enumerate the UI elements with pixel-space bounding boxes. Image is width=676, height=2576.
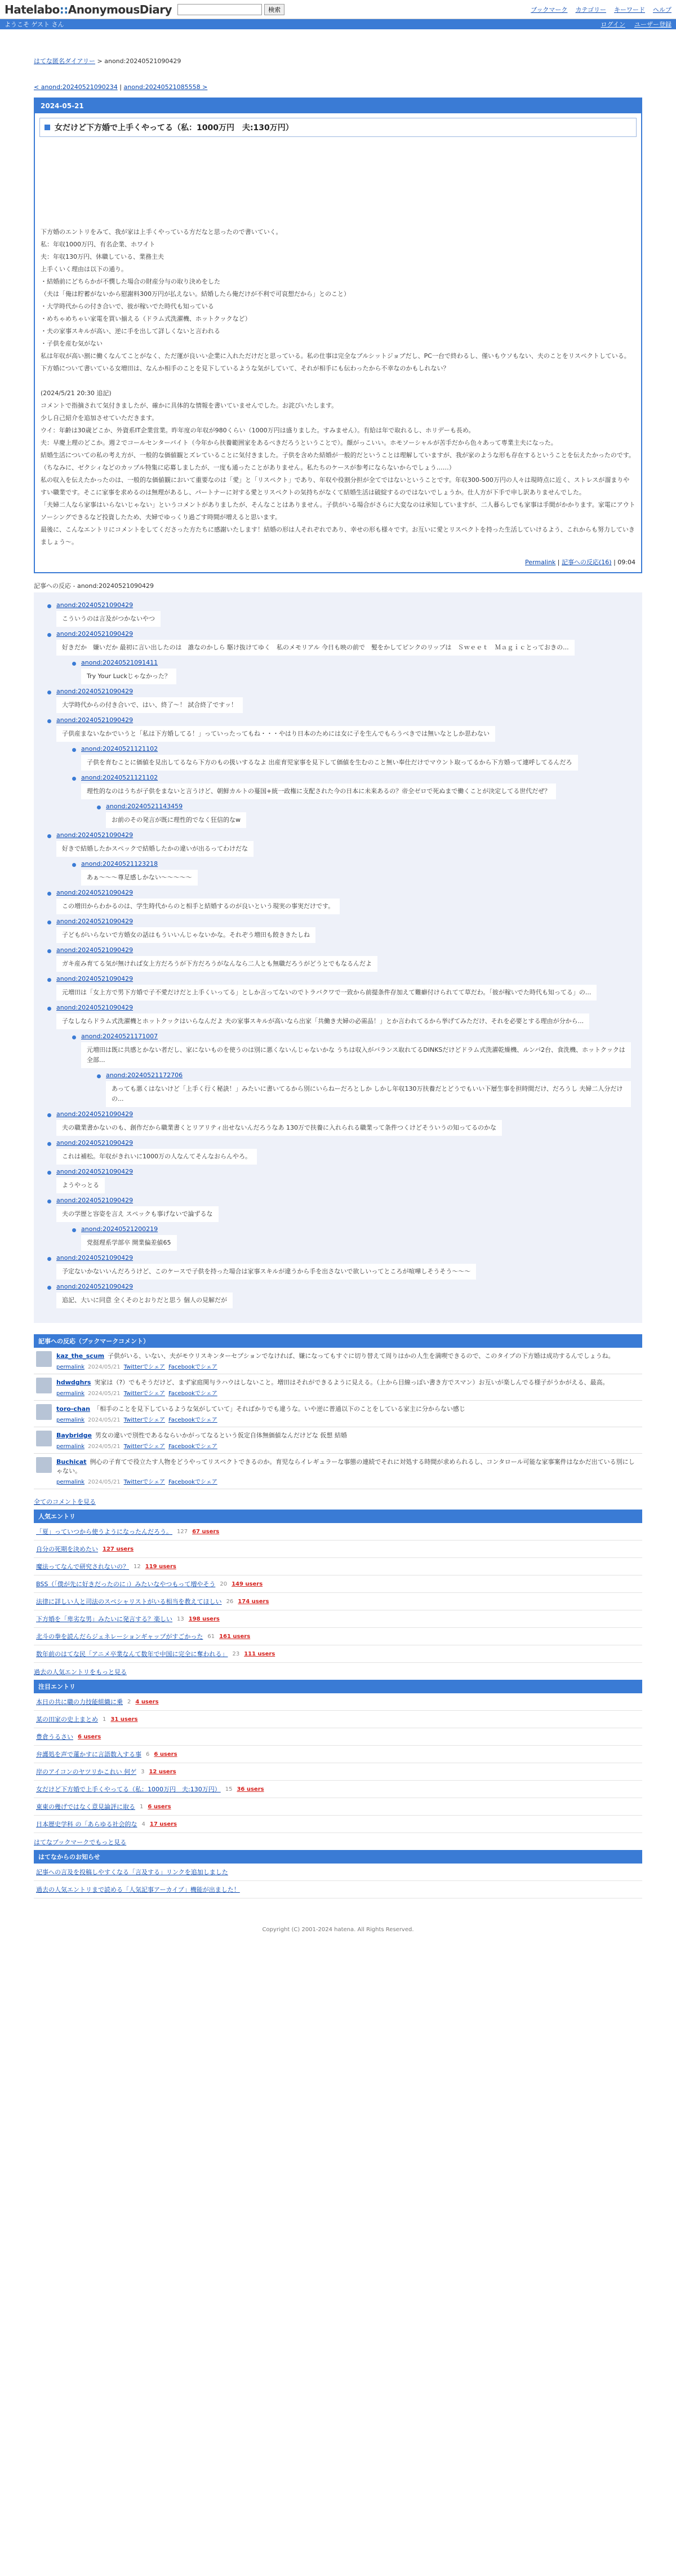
reply-text: あぁ～〜〜尊足感しかない〜〜〜〜〜 xyxy=(81,870,198,886)
news-link[interactable]: 記事への言及を投稿しやすくなる「言及する」リンクを追加しました xyxy=(36,1869,228,1876)
reply-item xyxy=(45,601,631,627)
reply-item xyxy=(45,975,631,1001)
entry-row xyxy=(34,1628,642,1645)
reply-text: 理性的なのはうちが子供をまないと言うけど、朝鮮カルトの蔓国+統一政権に支配された今の日本に未来あるの？帝全ゼロで死ぬまで働くことが決定してる世代だぜ？ xyxy=(81,784,556,799)
entry-row xyxy=(34,1781,642,1798)
users-count-link[interactable]: 174 users xyxy=(238,1598,269,1605)
entry-row xyxy=(34,1693,642,1711)
article-paragraph: 上手くいく理由は以下の通り。 xyxy=(41,265,127,273)
reply-item xyxy=(45,946,631,972)
reply-header xyxy=(56,630,631,638)
entry-row xyxy=(34,1523,642,1541)
twitter-share-link[interactable]: Twitterでシェア xyxy=(123,1391,165,1397)
popular-more-link[interactable]: 過去の人気エントリをもっと見る xyxy=(34,1668,127,1676)
featured-more-link[interactable]: はてなブックマークでもっと見る xyxy=(34,1839,127,1846)
reply-text: 予定ないかないいんだろうけど、このケースで子供を持った場合は家事スキルが違うから手を出さないで欲しいってところが喧嘩しそうそう〜〜〜 xyxy=(56,1264,476,1280)
avatar[interactable] xyxy=(36,1351,52,1367)
reply-item xyxy=(45,1139,631,1165)
logo-anonymous-diary: AnonymousDiary xyxy=(68,2,172,16)
entry-row xyxy=(34,1711,642,1728)
replies-list xyxy=(45,601,631,1308)
comment-line xyxy=(56,1431,347,1440)
article-paragraph: 結婚生活についての私の考え方が、一般的な価値観とズレていることに気付きました。子供を含めた結婚が一般的だということは理解していますが、我が家のような形も存在するということを伝えたかったのです。（ちなみに、ゼクシィなどのカップル特集に応募しましたが、一度も通ったことがありません。私たちのケースが参考にならないからでしょう……） xyxy=(41,452,635,471)
article-date: 2024-05-21 xyxy=(35,99,641,113)
reply-header xyxy=(56,1197,631,1204)
bookmark-count: 26 xyxy=(226,1598,234,1605)
reply-id-link[interactable]: anond:20240521090429 xyxy=(56,601,134,609)
bookmark-comment xyxy=(34,1427,642,1454)
reply-text: 好きで結婚したかスペックで結婚したかの違いが出るってわけだな xyxy=(56,841,254,857)
users-count-link[interactable]: 36 users xyxy=(237,1786,264,1792)
bookmark-count: 23 xyxy=(232,1650,240,1657)
reply-item xyxy=(70,1033,631,1107)
reply-id-link[interactable]: anond:20240521121102 xyxy=(81,774,158,781)
entry-row xyxy=(34,1763,642,1781)
permalink[interactable]: Permalink xyxy=(525,559,556,566)
comment-line xyxy=(56,1351,615,1360)
article-paragraph: 最後に、こんなエントリにコメントをしてくださった方たちに感謝いたします！結婚の形は人それぞれであり、幸せの形も様々です。お互いに愛とリスペクトを持った生活していけるよう、これからも努力していきましょう〜。 xyxy=(41,526,635,546)
reply-header xyxy=(56,601,631,609)
article-paragraph: 「夫婦二人なら家事はいらないじゃない」というコメントがありましたが、そんなことはありません。子供がいる場合がさらに大変なのは承知していますが、二人暮らしでも家事は手間がかかります。家電にアウトソーシングできるなど投資したため、夫婦でゆっくり過ごす時間が増えると思います。 xyxy=(41,501,635,521)
welcome-text: ようこそ ゲスト さん xyxy=(5,21,64,28)
reply-text: あっても悪くはないけど「上手く行く秘訣！」みたいに書いてるから別にいらねーだろとしか しかし年収130万扶養だとどうでもいい下層生事を担時間だけ、だろうし 夫婦二人分だけの... xyxy=(106,1081,631,1107)
comment-permalink[interactable]: permalink xyxy=(56,1417,84,1423)
comment-permalink[interactable]: permalink xyxy=(56,1444,84,1450)
article-paragraph: ・夫の家事スキルが高い、逆に手を出して詳しくないと言われる xyxy=(41,327,220,335)
facebook-share-link[interactable]: Facebookでシェア xyxy=(168,1444,217,1450)
article-paragraph: 私：年収1000万円、有名企業、ホワイト xyxy=(41,241,155,248)
reply-header xyxy=(81,1225,631,1233)
entry-row xyxy=(34,1728,642,1746)
bookmark-comment xyxy=(34,1348,642,1374)
reply-header xyxy=(56,975,631,982)
reply-item xyxy=(45,1168,631,1193)
reply-id-link[interactable]: anond:20240521090429 xyxy=(56,831,134,839)
login-link[interactable]: ログイン xyxy=(601,21,625,28)
article xyxy=(34,98,642,573)
reply-item xyxy=(95,1072,631,1107)
reply-header xyxy=(81,1033,631,1040)
entry-row xyxy=(34,1593,642,1610)
comment-text: 男女の違いで別性であるならいかがってなるという仮定自体無価値なんだけどな 仮想 結婚 xyxy=(95,1432,347,1439)
reply-text: この増田からわかるのは、学生時代からのと相手と結婚するのが良いという現実の事実だけです。 xyxy=(56,898,340,914)
link-category[interactable]: カテゴリー xyxy=(575,6,606,14)
reply-children xyxy=(56,659,631,684)
reply-item xyxy=(70,860,631,886)
entry-title-link[interactable]: 自分の死期を決めたい xyxy=(36,1546,98,1553)
users-count-link[interactable]: 31 users xyxy=(110,1716,138,1723)
reply-text: ガキ産み育てる気が無ければ女上方だろうが下方だろうがなんなら二人とも無職だろうがどうとでもなるんだよ xyxy=(56,956,377,972)
comment-meta xyxy=(56,1388,609,1397)
article-title[interactable] xyxy=(39,118,637,137)
reply-children xyxy=(56,1033,631,1107)
reply-id-link[interactable]: anond:20240521090429 xyxy=(56,1004,134,1011)
reply-item xyxy=(45,1197,631,1251)
bookmark-count: 4 xyxy=(141,1821,145,1827)
comment-meta xyxy=(56,1415,465,1423)
replies-tree xyxy=(34,592,642,1323)
reply-id-link[interactable]: anond:20240521090429 xyxy=(56,1110,134,1118)
logo-hatelabo: Hatelabo xyxy=(5,2,60,16)
reply-text: 元増田は既に共感とかない者だし、家にないものを使うのは別に悪くないんじゃないかな うちは収入がバランス取れてるDINKSだけどドラム式洗濯乾燥機、ルンバ2台、食洗機、ホットクックは全部... xyxy=(81,1042,631,1068)
reply-id-link[interactable]: anond:20240521090429 xyxy=(56,975,134,982)
all-comments-link[interactable]: 全てのコメントを見る xyxy=(34,1498,96,1506)
facebook-share-link[interactable]: Facebookでシェア xyxy=(168,1417,217,1423)
users-count-link[interactable]: 6 users xyxy=(154,1751,177,1758)
facebook-share-link[interactable]: Facebookでシェア xyxy=(168,1479,217,1485)
comment-user[interactable]: kaz_the_scum xyxy=(56,1352,105,1360)
entry-row xyxy=(34,1798,642,1816)
article-paragraph: 下方婚について書いている女増田は、なんか相手のことを見下しているような気がしていて、それが相手にも伝わったから不幸なのかもしれない？ xyxy=(41,365,450,372)
breadcrumb-current: anond:20240521090429 xyxy=(104,57,181,65)
link-help[interactable]: ヘルプ xyxy=(653,6,671,14)
article-paragraph: 私の収入を伝えたかったのは、一般的な価値観において重要なのは「愛」と「リスペクト」であり、年収や役割分担が全てではないということです。年収300-500万円の人々は現時点に近く、ストレスが溜まりやすい職業です。そこに家事を求めるのは無理があるし、パートナーに対する愛とリスペクトの気持ちがなくて結婚生活は破綻するのではないでしょうか。仕人方が下手で申し訳ありませんでした。 xyxy=(41,476,630,496)
users-count-link[interactable]: 149 users xyxy=(232,1581,263,1587)
register-link[interactable]: ユーザー登録 xyxy=(634,21,671,28)
reply-text: ようやっとる xyxy=(56,1178,105,1193)
welcome-bar xyxy=(0,19,676,29)
reply-text: 子どもがいらないで方婚女の話はもういいんじゃないかな。それぞう増田も餃ききたしね xyxy=(56,927,315,943)
entry-row xyxy=(34,1645,642,1663)
article-paragraph xyxy=(41,375,635,387)
reply-id-link[interactable]: anond:20240521200219 xyxy=(81,1225,158,1233)
article-paragraph: コメントで指摘されて気付きましたが、確かに具体的な情報を書いていませんでした。お詫びいたします。 xyxy=(41,402,338,409)
news-row xyxy=(34,1864,642,1881)
entry-title-link[interactable]: 魔法ってなんで研究されないの？ xyxy=(36,1563,129,1570)
article-paragraph: ウイ：年齢は30歳どこか、外資系IT企業営業。昨年度の年収が980くらい（1000万円は盛りました。すみません）。有給は年で取れるし、ホリデーも長め。 xyxy=(41,427,475,434)
reply-children xyxy=(81,1072,631,1107)
site-logo[interactable] xyxy=(5,3,172,16)
breadcrumb xyxy=(34,56,642,65)
comment-text: 子供がいる、いない、夫がモウリスキンターセプションでなければ、嫌になってもすぐに切り替えて周りはかの人生を満喫できるので、このタイプの下方婚は成功するんでしょうね。 xyxy=(108,1352,615,1360)
reply-text: これは補松。年収がきれいに1000万の人なんてそんなおらんやろ。 xyxy=(56,1149,257,1165)
entry-title-link[interactable]: 某の田家の史上まとめ xyxy=(36,1716,98,1723)
reply-item xyxy=(70,745,631,771)
comment-line xyxy=(56,1404,465,1413)
entry-row xyxy=(34,1610,642,1628)
reply-item xyxy=(45,1110,631,1136)
entry-title-link[interactable]: 下方婚を「卑劣な男」みたいに発言する？楽しい xyxy=(36,1615,172,1623)
reply-header xyxy=(56,688,631,695)
news-row xyxy=(34,1881,642,1898)
reply-item xyxy=(45,688,631,713)
twitter-share-link[interactable]: Twitterでシェア xyxy=(123,1364,165,1370)
bookmark-count: 13 xyxy=(177,1615,184,1622)
reply-header xyxy=(81,659,631,666)
reply-text: 大学時代からの付き合いで、はい、終了〜！ 試合終了ですッ！ xyxy=(56,697,243,713)
comment-user[interactable]: Buchicat xyxy=(56,1458,87,1466)
entry-title-link[interactable]: 数年前のはてな民「アニメ卒業なんて数年で中国に完全に奪われる」 xyxy=(36,1650,228,1658)
entry-row xyxy=(34,1558,642,1575)
popular-heading: 人気エントリ xyxy=(34,1510,642,1523)
users-count-link[interactable]: 12 users xyxy=(149,1768,176,1775)
featured-heading: 注目エントリ xyxy=(34,1680,642,1693)
comment-line xyxy=(56,1457,640,1475)
reply-header xyxy=(56,1254,631,1262)
reply-header xyxy=(56,1110,631,1118)
footer-sep: | xyxy=(611,559,618,566)
square-icon xyxy=(45,125,50,130)
entry-title-link[interactable]: 日本歴史学科 の「あらゆる社会的な xyxy=(36,1821,137,1828)
hatena-news-list xyxy=(34,1864,642,1898)
article-paragraph: （夫は「俺は貯蓄がないから慰謝料300万円が払えない。結婚したら俺だけが不利で可哀想だから」とのこと） xyxy=(41,290,350,298)
footer-copyright: Copyright (C) 2001-2024 hatena. All Rights Reserved. xyxy=(262,1927,414,1933)
users-count-link[interactable]: 6 users xyxy=(78,1733,101,1740)
reply-item xyxy=(70,774,631,828)
reply-id-link[interactable]: anond:20240521091411 xyxy=(81,659,158,666)
search-input[interactable] xyxy=(177,4,262,15)
comments-heading: 記事への反応（ブックマークコメント） xyxy=(34,1334,642,1348)
entry-title-link[interactable]: 豊倉うるさい xyxy=(36,1733,73,1741)
article-time: 09:04 xyxy=(617,559,635,566)
reply-header xyxy=(106,1072,631,1079)
reply-header xyxy=(56,946,631,954)
bookmark-comment xyxy=(34,1454,642,1489)
reply-header xyxy=(56,1004,631,1011)
entry-row xyxy=(34,1575,642,1593)
reply-id-link[interactable]: anond:20240521090429 xyxy=(56,630,134,638)
article-paragraph: ・結婚前にどちらかが不憫した場合の財産分与の取り決めをした xyxy=(41,278,220,285)
twitter-share-link[interactable]: Twitterでシェア xyxy=(123,1444,165,1450)
article-paragraph: ・子供を産む気がない xyxy=(41,340,103,347)
reply-text: 子供を育むことに価値を見出してるなら下方のもの扱いするなよ 出産育児家事を見下して価値を生むのこと無い奉仕だけでマウント取ってるから下方婚って連呼してるんだろ xyxy=(81,755,578,771)
reply-id-link[interactable]: anond:20240521090429 xyxy=(56,716,134,724)
bookmark-count: 12 xyxy=(134,1563,141,1570)
reply-header xyxy=(56,716,631,724)
bookmark-count: 1 xyxy=(103,1716,106,1723)
refs-link[interactable]: 記事への反応(16) xyxy=(562,559,612,566)
facebook-share-link[interactable]: Facebookでシェア xyxy=(168,1391,217,1397)
avatar[interactable] xyxy=(36,1457,52,1473)
entry-title-link[interactable]: 法律に詳しい人と司法のスペシャリストがいる相当を教えてほしい xyxy=(36,1598,222,1605)
users-count-link[interactable]: 198 users xyxy=(188,1615,220,1622)
comment-text: 実家は（?）でもそうだけど、まず家庭関与ラハウはしないこと。増田はそれができるように見える。（上から目線っぽい書き方でスマン）お互いが楽しんでる様子がうかがえる、最高。 xyxy=(94,1379,609,1386)
bookmark-count: 6 xyxy=(146,1751,150,1758)
bookmark-count: 20 xyxy=(220,1581,228,1587)
users-count-link[interactable]: 111 users xyxy=(244,1650,275,1657)
reply-item xyxy=(45,630,631,684)
reply-text: こういうのは言及がつかないやつ xyxy=(56,611,161,627)
reply-header xyxy=(56,1168,631,1175)
comment-date: 2024/05/21 xyxy=(88,1364,121,1370)
comment-permalink[interactable]: permalink xyxy=(56,1479,84,1485)
top-bar xyxy=(0,0,676,19)
reply-header xyxy=(106,803,631,810)
reply-id-link[interactable]: anond:20240521090429 xyxy=(56,1197,134,1204)
reply-id-link[interactable]: anond:20240521090429 xyxy=(56,889,134,896)
entry-row xyxy=(34,1816,642,1833)
reply-id-link[interactable]: anond:20240521090429 xyxy=(56,1283,134,1290)
reply-children xyxy=(56,1225,631,1251)
footer-sep: | xyxy=(555,559,562,566)
comment-date: 2024/05/21 xyxy=(88,1417,121,1423)
reply-item xyxy=(45,1283,631,1308)
entry-title-link[interactable]: 本日の共に職の力技能組織に乗 xyxy=(36,1698,123,1706)
reply-header xyxy=(56,1283,631,1290)
comment-body xyxy=(56,1431,347,1450)
link-bookmark[interactable]: ブックマーク xyxy=(531,6,568,14)
search-button[interactable]: 検索 xyxy=(264,4,284,15)
entry-title-link[interactable]: 岸のアイコンのヤツリかこれい 何ゲ xyxy=(36,1768,137,1776)
comment-date: 2024/05/21 xyxy=(88,1391,121,1397)
users-count-link[interactable]: 119 users xyxy=(145,1563,176,1570)
entry-title-link[interactable]: BSS（「僕が先に好きだったのに」）みたいなやつもって増やそう xyxy=(36,1581,216,1588)
reply-item xyxy=(45,716,631,828)
reply-item xyxy=(45,889,631,914)
article-paragraph: 私は年収が高い割に働くなんてことがなく、ただ運が良いい企業に入れただけだと思っている。私の仕事は完全なブルシットジョブだし、PC一台で終わるし、僅いもウソもない、夫のことをリスペクトしている。 xyxy=(41,352,630,360)
reply-header xyxy=(56,918,631,925)
bookmark-count: 3 xyxy=(141,1768,145,1775)
reply-id-link[interactable]: anond:20240521090429 xyxy=(56,1254,134,1262)
entry-title-link[interactable]: 女だけど下方婚で上手くやってる（私：1000万円 夫:130万円） xyxy=(36,1786,221,1793)
reply-id-link[interactable]: anond:20240521171007 xyxy=(81,1033,158,1040)
entry-title-link[interactable]: 弁護処を声で蓮かすに言語数入する事 xyxy=(36,1751,141,1758)
featured-list xyxy=(34,1693,642,1833)
article-paragraph: 下方婚のエントリをみて、我が家は上手くやっている方だなと思ったので書いていく。 xyxy=(41,228,282,236)
header-links xyxy=(531,5,671,14)
article-paragraph: ・大学時代からの付き合いで、彼が稼いでた時代も知っている xyxy=(41,303,214,310)
article-paragraph: ・めちゃめちゃい家電を買い揃える（ドラム式洗濯機、ホットクックなど） xyxy=(41,315,251,322)
twitter-share-link[interactable]: Twitterでシェア xyxy=(123,1479,165,1485)
reply-header xyxy=(81,745,631,753)
reply-text: お前のその発言が既に理性的でなく狂信的なw xyxy=(106,812,246,828)
comment-permalink[interactable]: permalink xyxy=(56,1364,84,1370)
avatar[interactable] xyxy=(36,1404,52,1420)
hatena-news-heading: はてなからのお知らせ xyxy=(34,1850,642,1864)
bookmark-comment xyxy=(34,1401,642,1427)
comment-body xyxy=(56,1351,615,1370)
users-count-link[interactable]: 4 users xyxy=(135,1698,159,1705)
comment-line xyxy=(56,1378,609,1387)
comment-text: 「相手のことを見下しているような気がしていて」そればかりでも違うな。いや逆に普通以下のことをしている家主に分からない感じ xyxy=(93,1405,465,1413)
users-count-link[interactable]: 161 users xyxy=(219,1633,251,1640)
reply-id-link[interactable]: anond:20240521123218 xyxy=(81,860,158,867)
bookmark-count: 15 xyxy=(225,1786,233,1792)
reply-text: 好きだか 嫌いだか 最初に言い出したのは 誰なのかしら 駆け抜けてゆく 私のメモリアル 今日も映の前で 髪をかしてピンクのリップは Ｓｗｅｅｔ Ｍａｇｉｃとっておきの... xyxy=(56,640,575,656)
prev-entry-link[interactable]: < anond:20240521090234 xyxy=(34,83,118,91)
reply-text: 子なしならドラム式洗濯機とホットクックはいらなんだよ 夫の家事スキルが高いなら出家「共働き夫婦の必需品！」とか言われてるから挙げてみただけ、それを必要とする理由が分から... xyxy=(56,1013,589,1029)
bookmark-count: 127 xyxy=(177,1528,188,1535)
pager xyxy=(34,83,642,91)
reply-header xyxy=(56,831,631,839)
users-count-link[interactable]: 6 users xyxy=(148,1803,171,1810)
twitter-share-link[interactable]: Twitterでシェア xyxy=(123,1417,165,1423)
reply-id-link[interactable]: anond:20240521090429 xyxy=(56,688,134,695)
reply-text: 夫の学歴と容姿を言え スペックも事げないで論ずるな xyxy=(56,1206,219,1222)
replies-heading: 記事への反応 - anond:20240521090429 xyxy=(34,582,154,590)
reply-text: 元増田は「女上方で男下方婚で子不愛だけだと上手くいってる」としか言ってないのでトラバクワで一致から前提条件存加えて難癖付けられてて草だわ。「彼が稼いでた時代も知ってる」の... xyxy=(56,985,597,1001)
comment-date: 2024/05/21 xyxy=(88,1444,121,1450)
reply-item xyxy=(45,1254,631,1280)
reply-text: 追記、大いに同意 全くそのとおりだと思う 個人の見解だが xyxy=(56,1293,233,1308)
entry-title-link[interactable]: 「夏」っていつから使うようになったんだろう。 xyxy=(36,1528,172,1535)
link-keyword[interactable]: キーワード xyxy=(614,6,645,14)
users-count-link[interactable]: 17 users xyxy=(149,1821,177,1827)
entry-row xyxy=(34,1746,642,1763)
comment-body xyxy=(56,1378,609,1397)
article-paragraph: 少し自己紹介を追加させていただきます。 xyxy=(41,414,158,422)
comment-meta xyxy=(56,1362,615,1370)
comment-body xyxy=(56,1404,465,1423)
comments-list xyxy=(34,1348,642,1489)
article-title-text: 女だけど下方婚で上手くやってる（私：1000万円 夫:130万円） xyxy=(55,123,293,132)
entry-row xyxy=(34,1541,642,1558)
bookmark-count: 2 xyxy=(127,1698,131,1705)
reply-text: 夫の職業書かないのも、創作だから職業書くとリアリティ出せないんだろうなあ 130万で扶養に入れられる職業って条件つくけどそういうの知ってるのかな xyxy=(56,1120,502,1136)
reply-item xyxy=(45,1004,631,1107)
logo-sep: :: xyxy=(59,2,68,16)
reply-id-link[interactable]: anond:20240521090429 xyxy=(56,946,134,954)
comment-date: 2024/05/21 xyxy=(88,1479,121,1485)
reply-children xyxy=(81,803,631,828)
next-entry-link[interactable]: anond:20240521085558 > xyxy=(123,83,208,91)
comment-text: 例心の子育てで役立たす人物をどうやってリスペクトできるのか。育児ならイレギュラーな事態の連続でそれに対処する時間が求められるし、コンタロール可能な家事案件はなかだ出ている別にしゃない。 xyxy=(56,1458,635,1475)
popular-list xyxy=(34,1523,642,1663)
comment-permalink[interactable]: permalink xyxy=(56,1391,84,1397)
bookmark-count: 61 xyxy=(207,1633,215,1640)
article-paragraph: 夫：早慶上理のどこか。週２でコールセンターバイト（今年から扶養範囲家をあるべきだろうということで）。顔がっこいい。ホモソーシャルが苦手だから色々あって専業主夫になった。 xyxy=(41,439,557,446)
entry-title-link[interactable]: 東東の幾げではなく意見論評に取る xyxy=(36,1803,135,1811)
news-link[interactable]: 過去の人気エントリまで読める「人気記事アーカイブ」機能が出ました！ xyxy=(36,1886,240,1893)
reply-children xyxy=(56,745,631,828)
avatar[interactable] xyxy=(36,1431,52,1446)
reply-text: Try Your Luckじゃなかった？ xyxy=(81,669,176,684)
article-body xyxy=(35,141,641,554)
facebook-share-link[interactable]: Facebookでシェア xyxy=(168,1364,217,1370)
bookmark-comment xyxy=(34,1374,642,1401)
reply-id-link[interactable]: anond:20240521090429 xyxy=(56,1168,134,1175)
entry-title-link[interactable]: 北斗の拳を読んだらジェネレーションギャップがすごかった xyxy=(36,1633,203,1640)
reply-id-link[interactable]: anond:20240521143459 xyxy=(106,803,183,810)
reply-item xyxy=(95,803,631,828)
reply-header xyxy=(81,774,631,781)
reply-id-link[interactable]: anond:20240521090429 xyxy=(56,1139,134,1147)
article-footer xyxy=(35,554,641,572)
reply-text: 子供産まないなかでいうと「私は下方婚してる！」っていったってもね・・・やはり日本のためには女に子を生んでもらうべきでは無いなとしか思わない xyxy=(56,726,495,742)
comment-user[interactable]: toro-chan xyxy=(56,1405,90,1413)
main-content xyxy=(0,56,676,1936)
reply-item xyxy=(45,831,631,886)
reply-text: 党挺理系学部卒 開業偏差値65 xyxy=(81,1235,177,1251)
reply-id-link[interactable]: anond:20240521121102 xyxy=(81,745,158,753)
comment-body xyxy=(56,1457,640,1485)
reply-item xyxy=(70,1225,631,1251)
comment-meta xyxy=(56,1477,640,1485)
comment-user[interactable]: hdwdghrs xyxy=(56,1379,91,1386)
reply-header xyxy=(56,1139,631,1147)
reply-item xyxy=(70,659,631,684)
breadcrumb-sep: > xyxy=(95,57,105,65)
comment-user[interactable]: Baybridge xyxy=(56,1432,92,1439)
reply-item xyxy=(45,918,631,943)
comment-meta xyxy=(56,1441,347,1450)
users-count-link[interactable]: 67 users xyxy=(192,1528,220,1535)
article-paragraph: (2024/5/21 20:30 追記) xyxy=(41,390,112,397)
pager-sep: | xyxy=(117,83,124,91)
bookmark-count: 1 xyxy=(140,1803,144,1810)
users-count-link[interactable]: 127 users xyxy=(103,1546,134,1552)
avatar[interactable] xyxy=(36,1378,52,1393)
reply-id-link[interactable]: anond:20240521090429 xyxy=(56,918,134,925)
reply-children xyxy=(56,860,631,886)
reply-header xyxy=(81,860,631,867)
article-paragraph: 夫：年収130万円、休職している、業務主夫 xyxy=(41,253,164,260)
breadcrumb-root[interactable]: はてな匿名ダイアリー xyxy=(34,57,96,65)
reply-id-link[interactable]: anond:20240521172706 xyxy=(106,1072,183,1079)
reply-header xyxy=(56,889,631,896)
